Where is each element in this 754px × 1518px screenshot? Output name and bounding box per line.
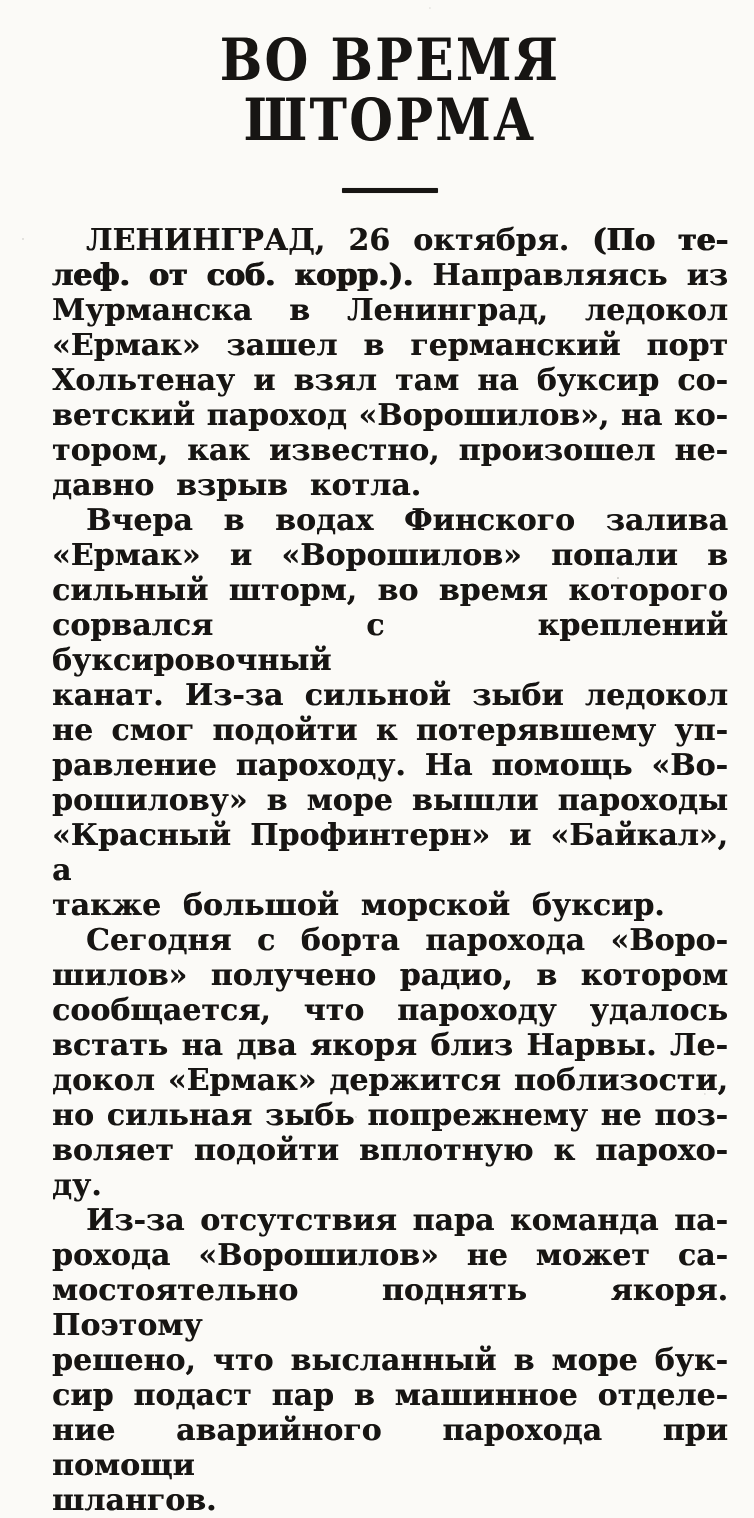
article-line: Сегодня с борта парохода «Воро- bbox=[86, 923, 728, 958]
article-line: встать на два якоря близ Нарвы. Ле- bbox=[52, 1028, 728, 1063]
article-line: сообщается, что пароходу удалось bbox=[52, 993, 728, 1028]
article-line: воляет подойти вплотную к парохо- bbox=[52, 1133, 728, 1168]
article-line: сорвался с креплений буксировочный bbox=[52, 608, 728, 678]
headline-divider-rule bbox=[342, 188, 438, 193]
article-line: «Ермак» зашел в германский порт bbox=[52, 328, 728, 363]
headline-line-2: ШТОРМА bbox=[243, 86, 537, 154]
article-line: тором, как известно, произошел не- bbox=[52, 433, 728, 468]
bold-text-segment: (По те- bbox=[592, 223, 729, 258]
text-segment: Направляясь из bbox=[432, 258, 729, 293]
article-line: Мурманска в Ленинград, ледокол bbox=[52, 293, 728, 328]
article-column bbox=[52, 0, 728, 1518]
article-line: сир подаст пар в машинное отделе- bbox=[52, 1378, 728, 1413]
article-line: давно взрыв котла. bbox=[52, 468, 422, 503]
article-line: Вчера в водах Финского залива bbox=[86, 503, 728, 538]
paragraph-3 bbox=[52, 923, 728, 1203]
article-headline bbox=[99, 26, 680, 154]
article-line: равление пароходу. На помощь «Во- bbox=[52, 748, 728, 783]
bold-text-segment: леф. от соб. корр.). bbox=[52, 258, 433, 293]
text-segment: ЛЕНИНГРАД, 26 октября. bbox=[86, 223, 593, 258]
article-line: рохода «Ворошилов» не может са- bbox=[52, 1238, 728, 1273]
article-line: сильный шторм, во время которого bbox=[52, 573, 728, 608]
article-body bbox=[52, 223, 728, 1518]
article-line: шлангов. bbox=[52, 1483, 217, 1518]
article-line: канат. Из-за сильной зыби ледокол bbox=[52, 678, 728, 713]
article-line: ние аварийного парохода при помощи bbox=[52, 1413, 728, 1483]
article-line: «Ермак» и «Ворошилов» попали в bbox=[52, 538, 728, 573]
article-line: Из-за отсутствия пара команда па- bbox=[86, 1203, 728, 1238]
article-line: докол «Ермак» держится поблизости, bbox=[52, 1063, 728, 1098]
article-line: «Красный Профинтерн» и «Байкал», а bbox=[52, 818, 728, 888]
article-line: Хольтенау и взял там на буксир со- bbox=[52, 363, 728, 398]
article-line: шилов» получено радио, в котором bbox=[52, 958, 728, 993]
article-line: ду. bbox=[52, 1168, 102, 1203]
article-line: рошилову» в море вышли пароходы bbox=[52, 783, 728, 818]
headline-line-1: ВО ВРЕМЯ bbox=[219, 26, 561, 94]
article-line: не смог подойти к потерявшему уп- bbox=[52, 713, 728, 748]
article-line: но сильная зыбь попрежнему не поз- bbox=[52, 1098, 728, 1133]
article-line: ветский пароход «Ворошилов», на ко- bbox=[52, 398, 728, 433]
article-line: также большой морской буксир. bbox=[52, 888, 665, 923]
paragraph-2 bbox=[52, 503, 728, 923]
article-line bbox=[52, 223, 728, 258]
paragraph-4 bbox=[52, 1203, 728, 1518]
article-line: решено, что высланный в море бук- bbox=[52, 1343, 728, 1378]
article-line bbox=[52, 258, 728, 293]
paragraph-1 bbox=[52, 223, 728, 503]
article-line: мостоятельно поднять якоря. Поэтому bbox=[52, 1273, 728, 1343]
